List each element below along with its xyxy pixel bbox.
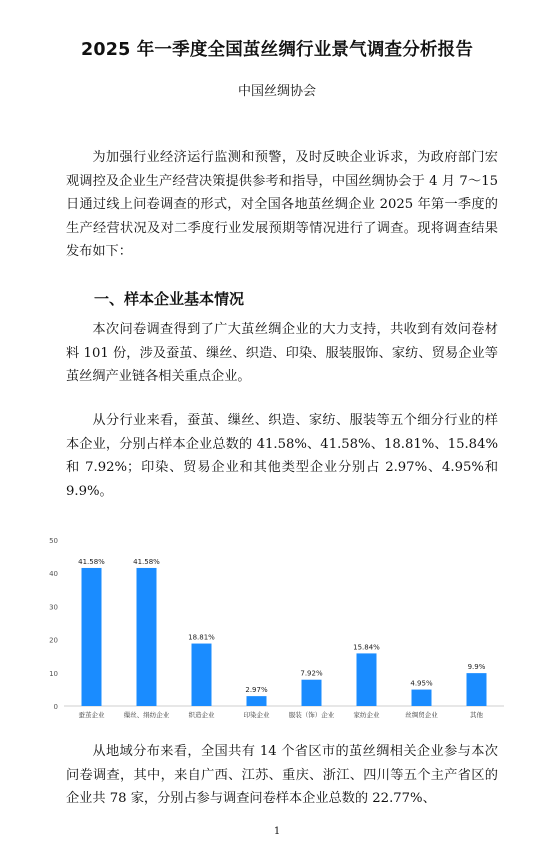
data-label: 7.92%	[300, 669, 323, 678]
document-title: 2025 年一季度全国茧丝绸行业景气调查分析报告	[80, 40, 474, 60]
x-tick-label: 蚕茧企业	[78, 711, 105, 719]
x-tick-label: 织造企业	[188, 711, 215, 719]
document-author: 中国丝绸协会	[237, 84, 316, 99]
bar	[467, 673, 487, 706]
y-tick-label: 50	[49, 537, 58, 545]
data-label: 41.58%	[133, 557, 160, 566]
y-tick-label: 20	[49, 636, 58, 645]
bar	[302, 680, 322, 706]
data-label: 2.97%	[245, 686, 268, 695]
bar	[412, 690, 432, 706]
data-label: 9.9%	[467, 663, 486, 672]
paragraph-regional-distribution: 从地域分布来看，全国共有 14 个省区市的茧丝绸相关企业参与本次问卷调查，其中，来自广西、江苏、重庆、浙江、四川等五个主产省区的企业共 78 家，分别占参与调查问卷样本企业总数的 22.77%、	[66, 744, 498, 807]
y-tick-label: 40	[49, 570, 58, 579]
x-tick-label: 印染企业	[243, 711, 270, 719]
x-tick-label: 家纺企业	[353, 711, 380, 719]
data-label: 41.58%	[78, 557, 105, 566]
data-label: 18.81%	[188, 633, 215, 642]
intro-paragraph: 为加强行业经济运行监测和预警，及时反映企业诉求，为政府部门宏观调控及企业生产经营决策提供参考和指导，中国丝绸协会于 4 月 7～15 日通过线上问卷调查的形式，对全国各地茧丝绸企业 2025 年第一季度的生产经营状况及对二季度行业发展预期等情况进行了调查。现将调查结果发布如下：	[66, 150, 498, 260]
paragraph-sample-overview: 本次问卷调查得到了广大茧丝绸企业的大力支持，共收到有效问卷材料 101 份，涉及蚕茧、缫丝、织造、印染、服装服饰、家纺、贸易企业等茧丝绸产业链各相关重点企业。	[66, 322, 498, 385]
y-tick-label: 0	[53, 703, 58, 711]
bar	[192, 644, 212, 706]
bar	[82, 568, 102, 706]
x-tick-label: 服装（饰）企业	[288, 711, 335, 719]
page-number: 1	[273, 826, 281, 837]
paragraph-industry-breakdown: 从分行业来看，蚕茧、缫丝、织造、家纺、服装等五个细分行业的样本企业，分别占样本企业总数的 41.58%、41.58%、18.81%、15.84% 和 7.92%；印染、贸易企业和其他类型企业分别占 2.97%、4.95%和 9.9%。	[66, 413, 498, 499]
industry-bar-chart	[42, 528, 512, 733]
y-tick-label: 30	[49, 603, 58, 612]
bar	[137, 568, 157, 706]
x-tick-label: 其他	[470, 711, 483, 719]
data-label: 15.84%	[353, 643, 380, 652]
x-tick-label: 缫丝、绢纺企业	[123, 711, 170, 719]
y-tick-label: 10	[49, 669, 58, 678]
section-heading: 一、样本企业基本情况	[94, 290, 245, 308]
bar	[247, 696, 267, 706]
data-label: 4.95%	[410, 679, 433, 688]
bar	[357, 653, 377, 706]
x-tick-label: 丝绸贸企业	[405, 711, 438, 719]
